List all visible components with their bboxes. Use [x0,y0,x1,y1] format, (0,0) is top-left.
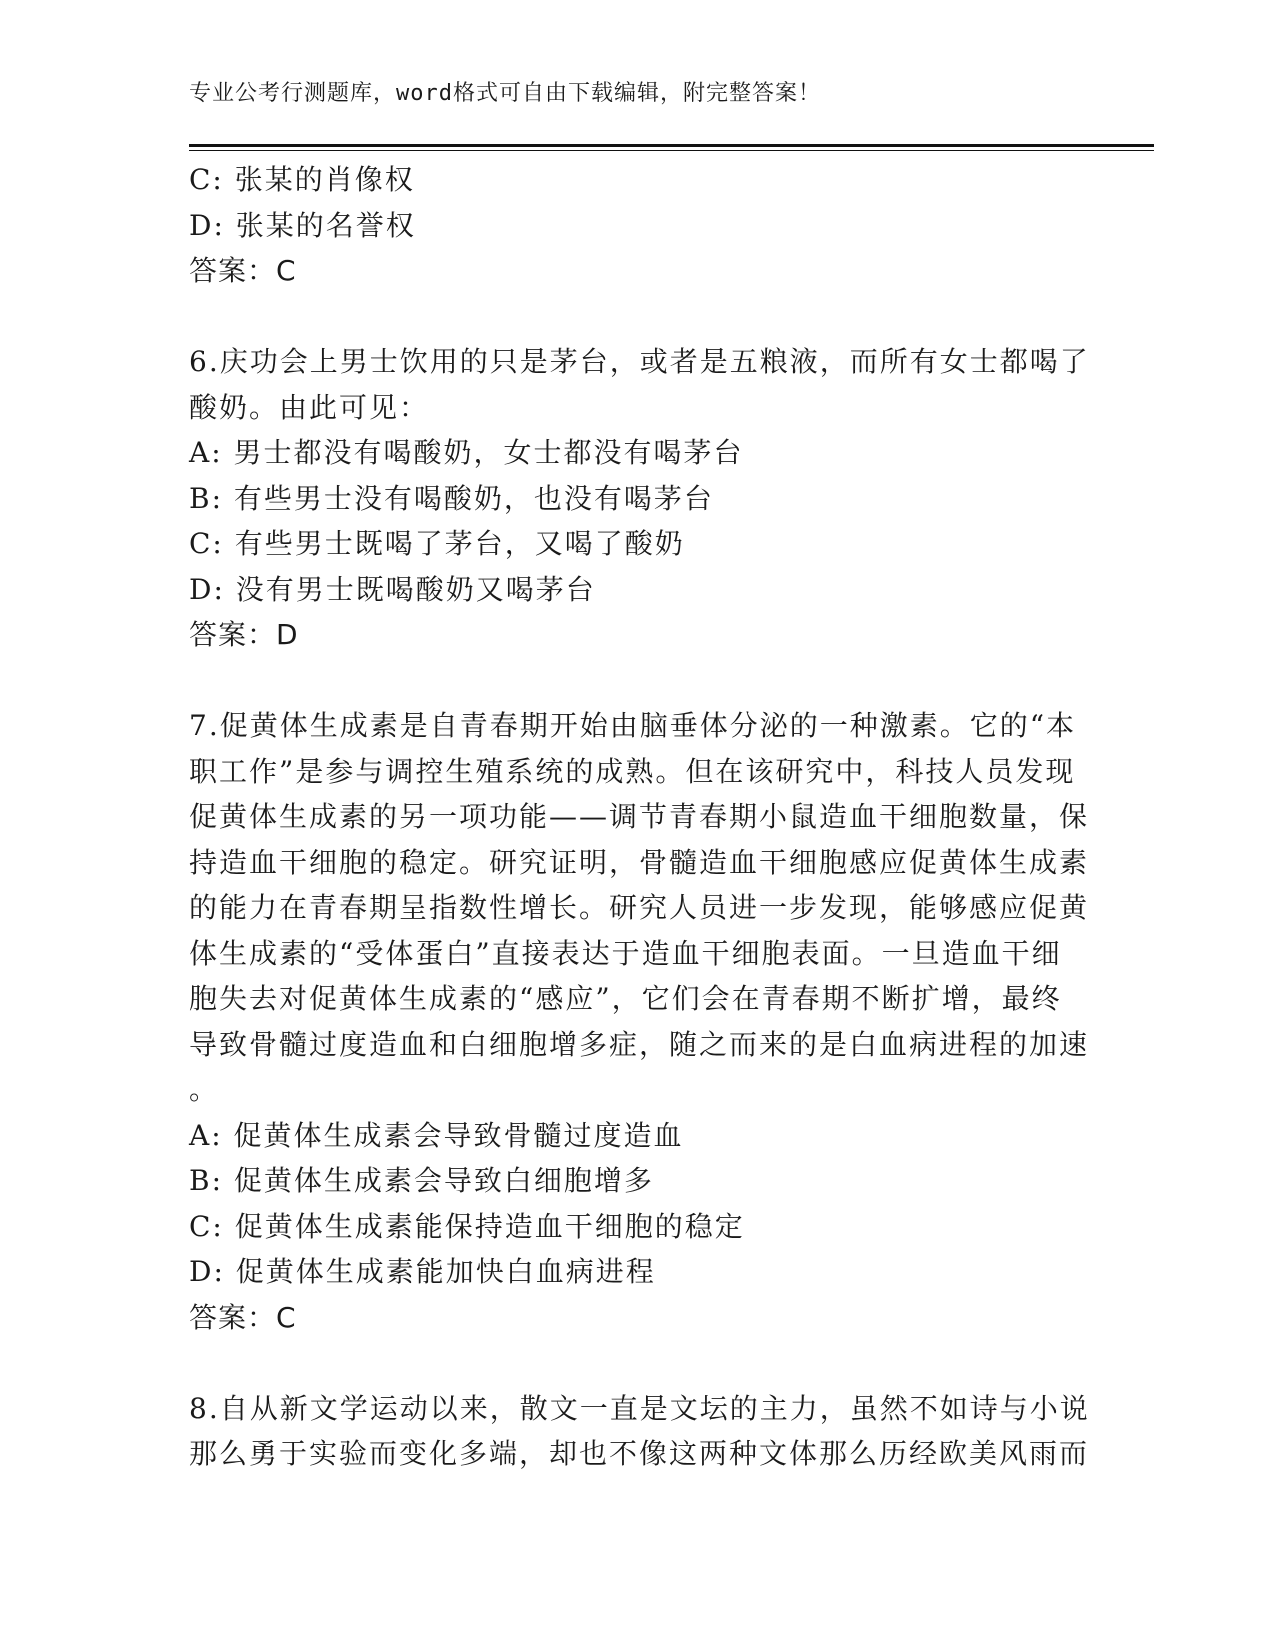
question-line: 持造血干细胞的稳定。研究证明，骨髓造血干细胞感应促黄体生成素 [189,845,1090,879]
option-line: C: 张某的肖像权 [189,163,415,196]
header-divider [189,144,1154,151]
paragraph-gap [189,1340,1059,1386]
question-line: 促黄体生成素的另一项功能——调节青春期小鼠造血干细胞数量，保 [189,800,1090,833]
question-line: 6.庆功会上男士饮用的只是茅台，或者是五粮液，而所有女士都喝了 [189,345,1090,378]
paragraph-gap [189,658,1059,704]
paragraph-gap [189,294,1059,340]
answer-line: 答案：C [189,254,297,287]
page-header: 专业公考行测题库，word格式可自由下载编辑，附完整答案！ [189,81,821,106]
question-line: 8.自从新文学运动以来，散文一直是文坛的主力，虽然不如诗与小说 [189,1391,1090,1425]
answer-line: 答案：D [189,618,299,651]
option-line: D: 促黄体生成素能加快白血病进程 [189,1255,656,1288]
document-body [189,157,1090,1477]
question-line: 酸奶。由此可见： [189,390,430,424]
option-line: A: 促黄体生成素会导致骨髓过度造血 [189,1118,684,1152]
question-line: 职工作”是参与调控生殖系统的成熟。但在该研究中，科技人员发现 [189,754,1076,788]
option-line: D: 张某的名誉权 [189,208,416,242]
option-line: D: 没有男士既喝酸奶又喝茅台 [189,572,596,606]
option-line: C: 促黄体生成素能保持造血干细胞的稳定 [189,1209,745,1243]
option-line: B: 促黄体生成素会导致白细胞增多 [189,1164,654,1197]
option-line: A: 男士都没有喝酸奶，女士都没有喝茅台 [189,436,744,469]
question-line: 胞失去对促黄体生成素的“感应”，它们会在青春期不断扩增，最终 [189,982,1062,1015]
question-line: 的能力在青春期呈指数性增长。研究人员进一步发现，能够感应促黄 [189,891,1090,924]
question-line: 体生成素的“受体蛋白”直接表达于造血干细胞表面。一旦造血干细 [189,936,1062,970]
question-line: 。 [189,1073,220,1106]
question-line: 那么勇于实验而变化多端，却也不像这两种文体那么历经欧美风雨而 [189,1437,1090,1470]
answer-line: 答案：C [189,1300,297,1334]
question-line: 7.促黄体生成素是自青春期开始由脑垂体分泌的一种激素。它的“本 [189,709,1077,742]
option-line: C: 有些男士既喝了茅台，又喝了酸奶 [189,527,685,560]
option-line: B: 有些男士没有喝酸奶，也没有喝茅台 [189,481,714,515]
question-line: 导致骨髓过度造血和白细胞增多症，随之而来的是白血病进程的加速 [189,1027,1090,1061]
